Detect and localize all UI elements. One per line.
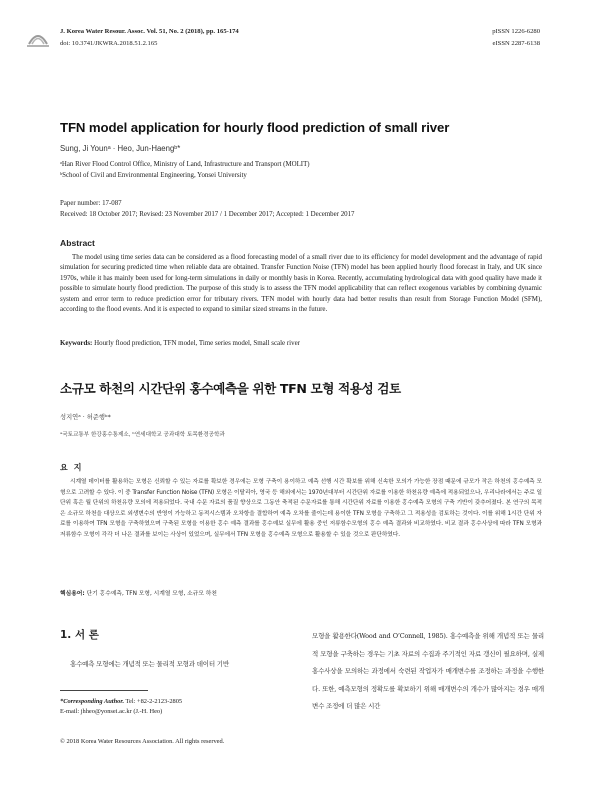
journal-header — [60, 26, 239, 50]
intro-left-column: 홍수예측 모형에는 개념적 또는 물리적 모형과 데이터 기반 — [70, 660, 229, 668]
korean-summary-heading: 요지 — [60, 463, 88, 472]
corresponding-email: E-mail: jhheo@yonsei.ac.kr (J.-H. Heo) — [60, 708, 163, 715]
corresponding-tel: Tel: +82-2-2123-2805 — [124, 698, 183, 705]
received-dates: Received: 18 October 2017; Revised: 23 November 2017 / 1 December 2017; Accepted: 1 December 2017 — [60, 211, 355, 218]
abstract-body: The model using time series data can be considered as a flood forecasting model of a small river due to its efficiency for model development and the advantage of rapid simulation for securing predicted time when reliable data are obtained. Transfer Function Noise (TFN) model has been applied hourly flood forecast in Italy, and UK since 1970s, while it has mainly been used for long-term simulations in daily or monthly basis in Korea. Recently, accumulating hydrological data with good quality have made it possible to simulate hourly flood prediction. The purpose of this study is to assess the TFN model applicability that can reflect exogenous variables by combining dynamic system and error term to reduce prediction error for tributary rivers. TFN model with hourly data had better results than result from Storage Function Model (SFM), according to the flood events. And it is expected to expand to similar sized streams in the future. — [60, 253, 542, 314]
footnote-divider — [60, 690, 148, 691]
doi: doi: 10.3741/JKWRA.2018.51.2.165 — [60, 40, 158, 47]
korean-title: 소규모 하천의 시간단위 홍수예측을 위한 TFN 모형 적용성 검토 — [60, 381, 401, 396]
korean-authors: 성지연ᵃ · 허준행ᵇ* — [60, 414, 111, 421]
paper-number: Paper number: 17-087 — [60, 200, 122, 207]
abstract-heading: Abstract — [60, 238, 95, 248]
corresponding-author-label: *Corresponding Author. — [60, 698, 125, 705]
affiliation-b: ᵇSchool of Civil and Environmental Engineering, Yonsei University — [60, 172, 247, 179]
paper-title: TFN model application for hourly flood prediction of small river — [60, 120, 450, 135]
paper-info — [60, 198, 355, 220]
korean-affiliation: ᵃ국토교통부 한강홍수통제소, ᵇ연세대학교 공과대학 토목환경공학과 — [60, 432, 225, 438]
section-heading-intro: 1. 서 론 — [60, 629, 99, 641]
footnote — [60, 697, 182, 717]
intro-right-column: 모형을 활용한다(Wood and O’Connell, 1985). 홍수예측을 위해 개념적 또는 물리적 모형을 구축하는 경우는 기초 자료의 수집과 주기적인 자료 갱신이 필요하며, 실제 홍수사상을 모의하는 과정에서 숙련된 작업자가 매개변수를 조정하는 과정을 수행한다. 또한, 예측모형의 정확도를 확보하기 위해 매개변수의 개수가 많아지는 경우 매개변수 조정에 더 많은 시간 — [312, 632, 544, 711]
copyright: © 2018 Korea Water Resources Association. All rights reserved. — [60, 738, 225, 745]
korean-summary: 시계열 데이터를 활용하는 모형은 신뢰할 수 있는 자료를 확보한 경우에는 모형 구축이 용이하고 예측 선행 시간 확보를 위해 신속한 모의가 가능한 장점 때문에 규모가 작은 하천의 홍수예측 모형으로 고려할 수 있다. 이 중 Transfer Function Noise (TFN) 모형은 이탈리아, 영국 등 해외에서는 1970년대부터 시간단위 자료를 이용한 하천유량 예측에 적용되었으나, 우리나라에서는 주로 일 단위 혹은 월 단위의 하천유량 모의에 적용되었다. 국내 수문 자료의 품질 향상으로 그동안 축적된 수문자료를 통해 시간단위 자료를 이용한 홍수예측 모형의 구축 기반이 갖추어졌다. 본 연구의 목적은 소규모 하천을 대상으로 외생변수의 반영이 가능하고 동적시스템과 오차항을 결합하여 예측 오차를 줄이는데 용이한 TFN 모형을 구축하고 그 적용성을 검토하는 것이다. 이를 위해 1시간 단위 자료를 이용하여 TFN 모형을 구축하였으며 구축된 모형을 이용한 홍수 예측 결과를 홍수예보 실무에 활용 중인 저류함수모형의 홍수 예측 결과와 비교하였다. 비교 결과 홍수사상에 따라 TFN 모형과 저류함수 모형이 각각 더 나은 결과를 보이는 사상이 있었으며, 실무에서 TFN 모형을 홍수예측 모형으로 활용할 수 있을 것으로 판단하였다. — [60, 479, 542, 538]
keywords — [60, 339, 542, 347]
keywords-text: Hourly flood prediction, TFN model, Time series model, Small scale river — [92, 339, 300, 347]
korean-keywords-label: 핵심용어: — [60, 591, 85, 597]
issn-block — [492, 26, 540, 50]
journal-citation: J. Korea Water Resour. Assoc. Vol. 51, No. 2 (2018), pp. 165-174 — [60, 28, 239, 35]
korean-keywords-text: 단기 홍수예측, TFN 모형, 시계열 모형, 소규모 하천 — [84, 591, 217, 597]
authors: Sung, Ji Younᵃ · Heo, Jun-Haengᵇ* — [60, 144, 181, 153]
affiliation-a: ᵃHan River Flood Control Office, Ministry of Land, Infrastructure and Transport (MOLIT) — [60, 161, 310, 168]
pissn: pISSN 1226-6280 — [492, 28, 540, 35]
korean-keywords — [60, 588, 542, 597]
journal-logo-icon — [25, 24, 51, 50]
keywords-label: Keywords: — [60, 339, 93, 347]
eissn: eISSN 2287-6138 — [492, 40, 540, 47]
affiliations — [60, 159, 310, 181]
